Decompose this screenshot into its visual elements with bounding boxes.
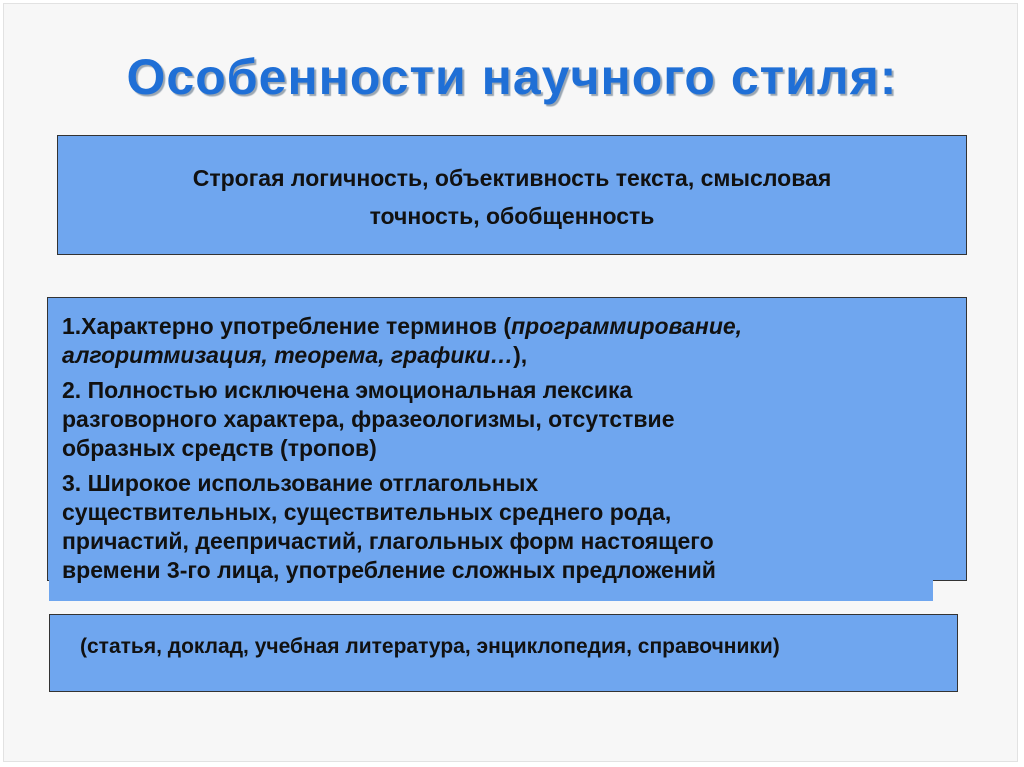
feature-1-line-1 [62, 312, 933, 341]
feature-2-line-3: образных средств (тропов) [62, 435, 377, 461]
features-box [49, 299, 933, 601]
feature-3-line-4: времени 3-го лица, употребление сложных предложений [62, 557, 716, 583]
slide-title: Особенности научного стиля: [126, 49, 898, 105]
summary-line-2: точность, обобщенность [369, 203, 655, 229]
summary-line-1: Строгая логичность, объективность текста, смысловая [192, 165, 832, 191]
feature-item-emotional-lexicon [62, 376, 933, 463]
feature-1-examples-part-2: алгоритмизация, теорема, графики… [62, 342, 514, 368]
feature-3-line-2: существительных, существительных среднего рода, [62, 499, 672, 525]
feature-1-line-2 [62, 341, 933, 370]
feature-2-line-2: разговорного характера, фразеологизмы, отсутствие [62, 406, 675, 432]
feature-2-line-1: 2. Полностью исключена эмоциональная лексика [62, 377, 633, 403]
feature-3-line-3: причастий, деепричастий, глагольных форм настоящего [62, 528, 714, 554]
examples-text: (статья, доклад, учебная литература, энциклопедия, справочники) [80, 635, 780, 658]
feature-item-terms [62, 312, 933, 370]
feature-3-line-1: 3. Широкое использование отглагольных [62, 470, 539, 496]
feature-1-suffix: ), [513, 342, 528, 368]
feature-1-examples-part-1: программирование, [511, 313, 743, 339]
feature-item-grammar [62, 469, 933, 585]
summary-box [57, 135, 967, 255]
feature-1-prefix: 1.Характерно употребление терминов ( [62, 313, 512, 339]
examples-box [49, 614, 958, 692]
